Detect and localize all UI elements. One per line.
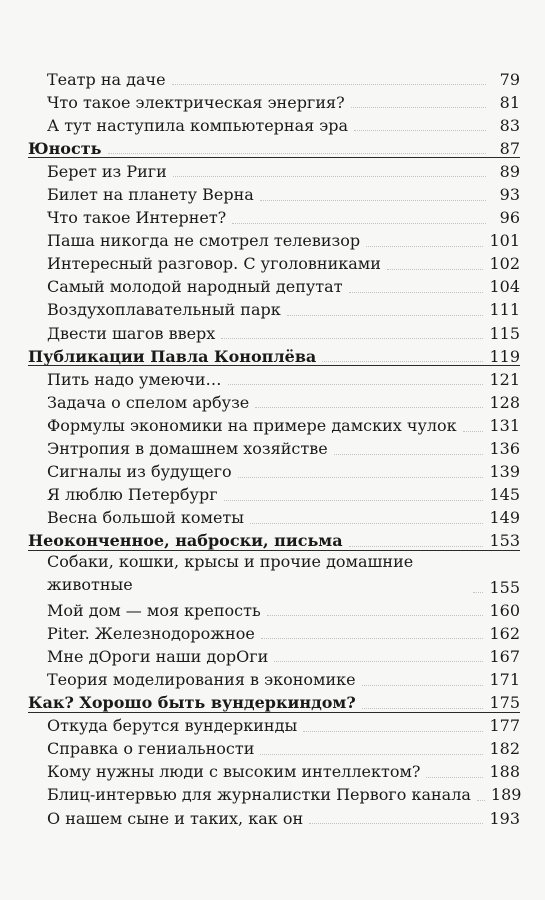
toc-page-number: 131: [489, 415, 520, 435]
toc-entry-title: Задача о спелом арбузе: [47, 392, 250, 412]
toc-entry-title: О нашем сыне и таких, как он: [47, 808, 304, 828]
toc-entry-title: А тут наступила компьютерная эра: [47, 115, 349, 135]
toc-dot-leader: [172, 84, 486, 85]
toc-page-number: 111: [489, 300, 520, 320]
toc-entry-title: Самый молодой народный депутат: [47, 277, 343, 297]
toc-chapter-entry: [28, 135, 520, 158]
toc-page-number: 102: [489, 254, 520, 274]
toc-entry: [28, 112, 520, 135]
toc-entry: [28, 251, 520, 274]
toc-page-number: 189: [490, 785, 522, 805]
toc-page-number: 188: [489, 762, 520, 782]
toc-dot-leader: [232, 223, 486, 224]
toc-entry: [28, 436, 520, 459]
toc-dot-leader: [287, 315, 484, 316]
toc-entry: [28, 181, 520, 204]
toc-entry: [28, 320, 520, 343]
toc-entry-title: Воздухоплавательный парк: [47, 300, 281, 320]
toc-dot-leader: [228, 384, 484, 385]
toc-entry-title: Справка о гениальности: [47, 739, 255, 759]
toc-page-number: 153: [489, 531, 520, 551]
toc-page-number: 167: [489, 646, 520, 666]
toc-dot-leader: [173, 176, 486, 177]
toc-dot-leader: [221, 338, 483, 339]
toc-dot-leader: [322, 361, 483, 362]
toc-entry: [28, 805, 520, 828]
toc-entry-title: Берет из Риги: [47, 161, 167, 181]
toc-dot-leader: [303, 731, 483, 732]
toc-dot-leader: [362, 708, 484, 709]
toc-page-number: 155: [489, 577, 520, 597]
toc-entry-title: Формулы экономики на примере дамских чулок: [47, 415, 457, 435]
toc-entry: [28, 389, 520, 412]
toc-entry: [28, 205, 520, 228]
toc-entry-title: Неоконченное, наброски, письма: [28, 531, 343, 551]
toc-entry-title: Билет на планету Верна: [47, 184, 254, 204]
toc-dot-leader: [334, 454, 484, 455]
toc-dot-leader: [250, 523, 483, 524]
toc-entry-title: Пить надо умеючи…: [47, 369, 222, 389]
toc-entry-title: Что такое электрическая энергия?: [47, 92, 345, 112]
toc-dot-leader: [349, 292, 484, 293]
toc-entry-title: Юность: [28, 138, 102, 158]
toc-page-number: 175: [489, 693, 520, 713]
toc-dot-leader: [238, 477, 484, 478]
toc-entry-title: Собаки, кошки, крысы и прочие домашние животные: [47, 552, 414, 595]
toc-page-number: 193: [489, 808, 520, 828]
toc-entry: [28, 274, 520, 297]
toc-dot-leader: [463, 431, 484, 432]
toc-dot-leader: [354, 130, 486, 131]
toc-entry: [28, 459, 520, 482]
toc-page-number: 96: [499, 208, 520, 228]
toc-dot-leader: [260, 200, 486, 201]
toc-page-number: 104: [489, 277, 520, 297]
toc-entry: [28, 366, 520, 389]
toc-entry-title: Публикации Павла Коноплёва: [28, 346, 317, 366]
toc-dot-leader: [260, 754, 483, 755]
toc-entry-title: Весна большой кометы: [47, 508, 245, 528]
toc-dot-leader: [477, 800, 485, 801]
toc-page-number: 162: [489, 623, 520, 643]
toc-entry-title: Театр на даче: [47, 69, 166, 89]
toc-dot-leader: [362, 685, 484, 686]
toc-page-number: 145: [489, 485, 520, 505]
toc-page-number: 81: [499, 92, 520, 112]
toc-dot-leader: [108, 153, 487, 154]
toc-entry-title: Теория моделирования в экономике: [47, 669, 356, 689]
toc-dot-leader: [267, 615, 484, 616]
toc-entry: [28, 482, 520, 505]
toc-entry-title: Паша никогда не смотрел телевизор: [47, 231, 361, 251]
toc-entry: [28, 158, 520, 181]
table-of-contents: [28, 66, 520, 828]
toc-page-number: 101: [489, 231, 520, 251]
toc-entry: [28, 759, 520, 782]
toc-page-number: 177: [489, 716, 520, 736]
toc-chapter-entry: [28, 528, 520, 551]
toc-entry-title: Я люблю Петербург: [47, 485, 218, 505]
toc-dot-leader: [387, 269, 484, 270]
toc-page-number: 149: [489, 508, 520, 528]
toc-dot-leader: [224, 500, 484, 501]
toc-entry: [28, 505, 520, 528]
toc-entry: [28, 297, 520, 320]
toc-chapter-entry: [28, 343, 520, 366]
toc-entry-title: Энтропия в домашнем хозяйстве: [47, 439, 328, 458]
toc-page-number: 182: [489, 739, 520, 759]
toc-chapter-entry: [28, 690, 520, 713]
toc-page-number: 139: [489, 462, 520, 482]
toc-page-number: 87: [499, 138, 520, 158]
toc-entry: [28, 736, 520, 759]
toc-entry: [28, 620, 520, 643]
toc-page-number: 121: [489, 369, 520, 389]
toc-entry-title: Двести шагов вверх: [47, 323, 216, 343]
toc-dot-leader: [351, 107, 486, 108]
toc-page-number: 79: [499, 69, 520, 89]
toc-entry-title: Блиц-интервью для журналистки Первого канала: [47, 785, 471, 805]
toc-page-number: 136: [489, 439, 520, 458]
toc-page-number: 115: [489, 323, 520, 343]
toc-page-number: 171: [489, 669, 520, 689]
toc-page-number: 93: [499, 184, 520, 204]
toc-dot-leader: [261, 638, 484, 639]
toc-entry-title: Что такое Интернет?: [47, 208, 227, 228]
toc-entry-title: Откуда берутся вундеркинды: [47, 716, 298, 736]
toc-dot-leader: [426, 777, 483, 778]
toc-entry-title: Сигналы из будущего: [47, 462, 232, 482]
toc-dot-leader: [274, 661, 483, 662]
toc-entry-title: Piter. Железнодорожное: [47, 623, 255, 643]
toc-dot-leader: [255, 407, 483, 408]
toc-dot-leader: [366, 246, 483, 247]
toc-entry: [28, 782, 520, 805]
toc-dot-leader: [349, 546, 484, 547]
toc-dot-leader: [309, 823, 483, 824]
toc-entry: [28, 66, 520, 89]
toc-dot-leader: [473, 592, 483, 593]
toc-entry: [28, 551, 520, 597]
toc-entry-title: Интересный разговор. С уголовниками: [47, 254, 381, 274]
toc-page-number: 89: [499, 161, 520, 181]
toc-entry: [28, 597, 520, 620]
toc-page-number: 160: [489, 600, 520, 620]
toc-entry-title: Как? Хорошо быть вундеркиндом?: [28, 693, 356, 713]
toc-entry: [28, 643, 520, 666]
toc-entry: [28, 666, 520, 689]
toc-entry: [28, 89, 520, 112]
toc-page-number: 119: [489, 346, 520, 366]
toc-entry: [28, 713, 520, 736]
toc-entry-title: Кому нужны люди с высоким интеллектом?: [47, 762, 421, 782]
toc-page-number: 128: [489, 392, 520, 412]
toc-page-number: 83: [499, 115, 520, 135]
toc-entry-title: Мой дом — моя крепость: [47, 600, 261, 620]
toc-entry: [28, 228, 520, 251]
toc-entry: [28, 412, 520, 435]
toc-entry-title: Мне дОроги наши дорОги: [47, 646, 269, 666]
